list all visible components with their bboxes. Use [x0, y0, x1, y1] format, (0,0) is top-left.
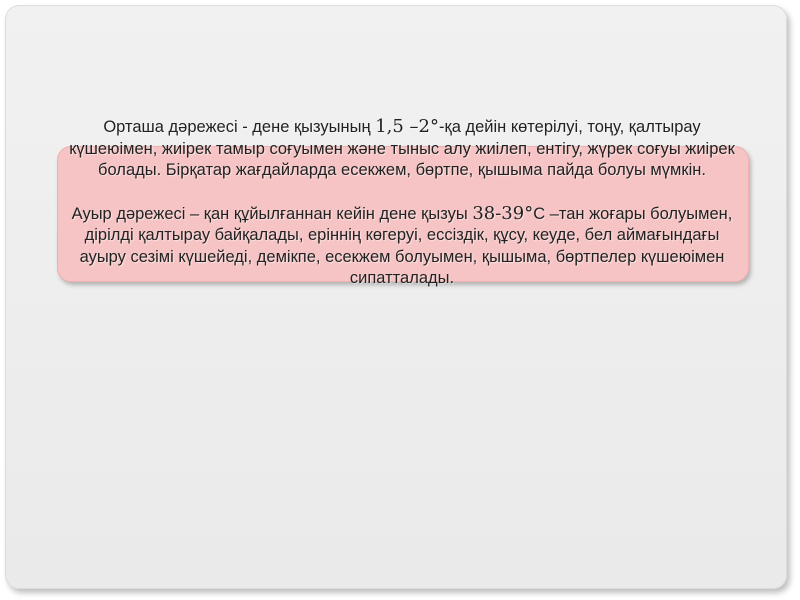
severe-text-part1: Ауыр дәрежесі – қан құйылғаннан кейін дене қызуы [71, 204, 473, 223]
paragraph-moderate-degree [60, 116, 744, 182]
moderate-temperature-range: 1,5 –2° [375, 116, 440, 137]
severe-text-part2: С –тан жоғары болуымен, дірілді қалтырау байқалады, еріннің көгеруі, ессіздік, құсу, кеуде, бел аймағындағы ауыру сезімі күшейеді, демікпе, есекжем болуымен, қышыма, бөртпелер күшеюімен сипатталады. [79, 204, 733, 287]
moderate-text-part2: -қа дейін көтерілуі, тоңу, қалтырау күшеюімен, жиірек тамыр соғуымен және тыныс алу жиілеп, ентігу, жүрек соғуы жиірек болады. Бірқатар жағдайларда есекжем, бөртпе, қышыма пайда болуы мүмкін. [69, 118, 735, 179]
paragraph-spacer [60, 182, 744, 203]
paragraph-severe-degree [60, 203, 744, 290]
severe-temperature-range: 38-39° [472, 202, 534, 224]
slide-text-content [60, 116, 744, 290]
slide-frame [5, 5, 787, 589]
moderate-text-part1: Орташа дәрежесі - дене қызуының [103, 118, 376, 136]
